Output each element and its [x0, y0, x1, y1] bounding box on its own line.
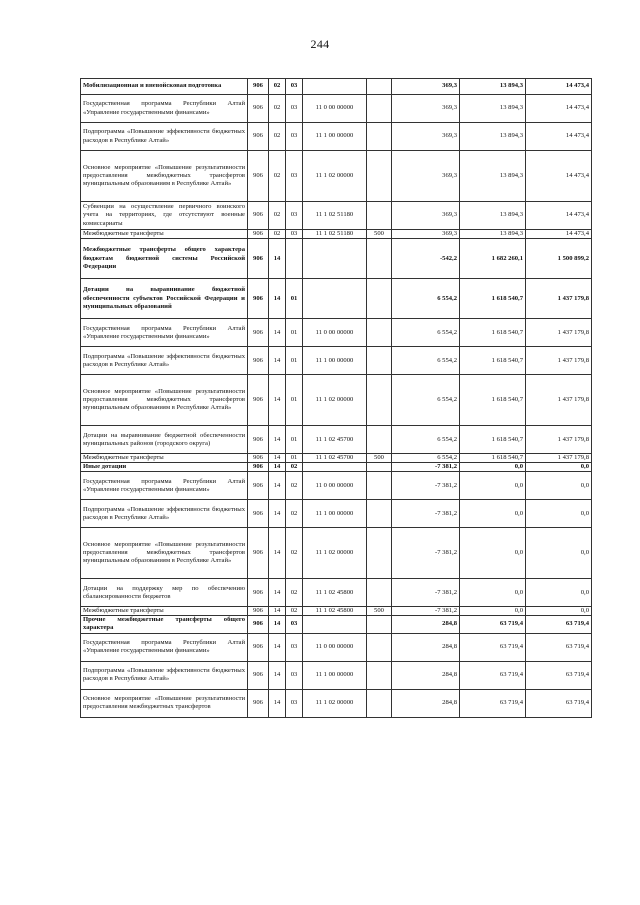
table-row [81, 500, 592, 528]
ministry-code-cell: 906 [248, 454, 269, 463]
amount-change-cell: 6 554,2 [392, 319, 460, 347]
table-row [81, 528, 592, 579]
table-row [81, 319, 592, 347]
section-code-cell: 14 [269, 661, 286, 689]
subsection-code-cell: 01 [286, 347, 303, 375]
amount-year3-cell: 14 473,4 [526, 230, 592, 239]
section-code-cell: 14 [269, 279, 286, 319]
amount-year2-cell: 0,0 [460, 500, 526, 528]
table-row [81, 123, 592, 151]
section-code-cell: 14 [269, 472, 286, 500]
amount-change-cell: 369,3 [392, 202, 460, 230]
target-code-cell: 11 0 00 00000 [303, 633, 367, 661]
table-row [81, 151, 592, 202]
amount-year3-cell: 1 437 179,8 [526, 375, 592, 426]
target-code-cell: 11 1 00 00000 [303, 347, 367, 375]
amount-change-cell: 6 554,2 [392, 375, 460, 426]
table-row [81, 472, 592, 500]
budget-table [80, 78, 592, 718]
expense-type-cell [367, 123, 392, 151]
expense-type-cell [367, 95, 392, 123]
subsection-code-cell: 01 [286, 426, 303, 454]
section-code-cell: 14 [269, 616, 286, 633]
subsection-code-cell: 01 [286, 319, 303, 347]
expense-type-cell [367, 375, 392, 426]
expense-type-cell [367, 151, 392, 202]
expense-type-cell [367, 579, 392, 607]
subsection-code-cell: 03 [286, 79, 303, 95]
subsection-code-cell: 03 [286, 123, 303, 151]
target-code-cell [303, 239, 367, 279]
section-code-cell: 02 [269, 79, 286, 95]
amount-year2-cell: 13 894,3 [460, 230, 526, 239]
ministry-code-cell: 906 [248, 95, 269, 123]
section-code-cell: 14 [269, 239, 286, 279]
row-name-cell: Основное мероприятие «Повышение результативности предоставления межбюджетных трансфертов [81, 689, 248, 717]
row-name-cell: Дотации на выравнивание бюджетной обеспеченности муниципальных районов (городского округа) [81, 426, 248, 454]
page-number: 244 [310, 37, 330, 51]
target-code-cell: 11 1 00 00000 [303, 661, 367, 689]
expense-type-cell [367, 689, 392, 717]
table-body [81, 79, 592, 718]
amount-change-cell: -7 381,2 [392, 472, 460, 500]
amount-year2-cell: 13 894,3 [460, 123, 526, 151]
subsection-code-cell: 01 [286, 375, 303, 426]
section-code-cell: 14 [269, 579, 286, 607]
amount-change-cell: -7 381,2 [392, 607, 460, 616]
expense-type-cell [367, 528, 392, 579]
target-code-cell: 11 1 02 45800 [303, 607, 367, 616]
ministry-code-cell: 906 [248, 151, 269, 202]
row-name-cell: Прочие межбюджетные трансферты общего характера [81, 616, 248, 633]
ministry-code-cell: 906 [248, 607, 269, 616]
target-code-cell: 11 0 00 00000 [303, 472, 367, 500]
amount-year3-cell: 63 719,4 [526, 689, 592, 717]
table-row [81, 579, 592, 607]
amount-year2-cell: 13 894,3 [460, 79, 526, 95]
amount-change-cell: 6 554,2 [392, 426, 460, 454]
amount-change-cell: 369,3 [392, 230, 460, 239]
amount-year3-cell: 14 473,4 [526, 95, 592, 123]
amount-year2-cell: 1 618 540,7 [460, 454, 526, 463]
row-name-cell: Основное мероприятие «Повышение результативности предоставления межбюджетных трансфертов муниципальным образованиям в Республике Алтай» [81, 528, 248, 579]
expense-type-cell [367, 472, 392, 500]
ministry-code-cell: 906 [248, 616, 269, 633]
amount-year3-cell: 14 473,4 [526, 79, 592, 95]
subsection-code-cell: 03 [286, 202, 303, 230]
section-code-cell: 14 [269, 463, 286, 472]
amount-year3-cell: 0,0 [526, 463, 592, 472]
amount-year3-cell: 1 437 179,8 [526, 454, 592, 463]
table-row [81, 239, 592, 279]
amount-year2-cell: 1 618 540,7 [460, 375, 526, 426]
table-row [81, 375, 592, 426]
amount-change-cell: 284,8 [392, 633, 460, 661]
expense-type-cell [367, 239, 392, 279]
section-code-cell: 14 [269, 528, 286, 579]
amount-year3-cell: 14 473,4 [526, 123, 592, 151]
row-name-cell: Основное мероприятие «Повышение результативности предоставления межбюджетных трансфертов муниципальным образованиям в Республике Алтай» [81, 375, 248, 426]
amount-year3-cell: 0,0 [526, 607, 592, 616]
expense-type-cell [367, 79, 392, 95]
table-row [81, 661, 592, 689]
amount-year3-cell: 1 500 899,2 [526, 239, 592, 279]
amount-change-cell: 6 554,2 [392, 454, 460, 463]
ministry-code-cell: 906 [248, 472, 269, 500]
subsection-code-cell: 03 [286, 230, 303, 239]
amount-year2-cell: 63 719,4 [460, 689, 526, 717]
ministry-code-cell: 906 [248, 579, 269, 607]
section-code-cell: 02 [269, 230, 286, 239]
ministry-code-cell: 906 [248, 123, 269, 151]
row-name-cell: Субвенции на осуществление первичного воинского учета на территориях, где отсутствуют военные комиссариаты [81, 202, 248, 230]
table-row [81, 689, 592, 717]
section-code-cell: 14 [269, 347, 286, 375]
amount-year2-cell: 1 618 540,7 [460, 319, 526, 347]
ministry-code-cell: 906 [248, 633, 269, 661]
amount-year3-cell: 63 719,4 [526, 661, 592, 689]
amount-year3-cell: 63 719,4 [526, 633, 592, 661]
amount-year2-cell: 0,0 [460, 579, 526, 607]
table-row [81, 230, 592, 239]
ministry-code-cell: 906 [248, 239, 269, 279]
target-code-cell [303, 79, 367, 95]
target-code-cell: 11 1 02 00000 [303, 375, 367, 426]
table-row [81, 347, 592, 375]
amount-year2-cell: 0,0 [460, 607, 526, 616]
amount-change-cell: 284,8 [392, 616, 460, 633]
amount-change-cell: 369,3 [392, 79, 460, 95]
target-code-cell: 11 1 02 45700 [303, 426, 367, 454]
section-code-cell: 02 [269, 95, 286, 123]
table-row [81, 616, 592, 633]
subsection-code-cell: 03 [286, 151, 303, 202]
target-code-cell [303, 279, 367, 319]
amount-year2-cell: 63 719,4 [460, 661, 526, 689]
subsection-code-cell: 01 [286, 279, 303, 319]
section-code-cell: 02 [269, 202, 286, 230]
subsection-code-cell: 01 [286, 454, 303, 463]
ministry-code-cell: 906 [248, 375, 269, 426]
target-code-cell [303, 463, 367, 472]
section-code-cell: 14 [269, 426, 286, 454]
expense-type-cell [367, 202, 392, 230]
subsection-code-cell: 02 [286, 528, 303, 579]
amount-year2-cell: 1 618 540,7 [460, 426, 526, 454]
ministry-code-cell: 906 [248, 689, 269, 717]
row-name-cell: Государственная программа Республики Алтай «Управление государственными финансами» [81, 472, 248, 500]
row-name-cell: Дотации на поддержку мер по обеспечению сбалансированности бюджетов [81, 579, 248, 607]
row-name-cell: Межбюджетные трансферты [81, 454, 248, 463]
section-code-cell: 02 [269, 151, 286, 202]
table-row [81, 426, 592, 454]
section-code-cell: 14 [269, 454, 286, 463]
amount-year2-cell: 13 894,3 [460, 95, 526, 123]
subsection-code-cell: 03 [286, 689, 303, 717]
table-row [81, 279, 592, 319]
target-code-cell: 11 1 02 45800 [303, 579, 367, 607]
ministry-code-cell: 906 [248, 319, 269, 347]
ministry-code-cell: 906 [248, 528, 269, 579]
target-code-cell: 11 1 02 45700 [303, 454, 367, 463]
expense-type-cell [367, 319, 392, 347]
amount-year2-cell: 1 682 260,1 [460, 239, 526, 279]
expense-type-cell: 500 [367, 454, 392, 463]
amount-change-cell: 284,8 [392, 661, 460, 689]
amount-year2-cell: 63 719,4 [460, 616, 526, 633]
amount-change-cell: 6 554,2 [392, 347, 460, 375]
subsection-code-cell [286, 239, 303, 279]
subsection-code-cell: 02 [286, 607, 303, 616]
amount-change-cell: -542,2 [392, 239, 460, 279]
amount-year2-cell: 0,0 [460, 472, 526, 500]
ministry-code-cell: 906 [248, 79, 269, 95]
row-name-cell: Мобилизационная и вневойсковая подготовка [81, 79, 248, 95]
table-row [81, 607, 592, 616]
target-code-cell: 11 1 02 00000 [303, 689, 367, 717]
row-name-cell: Межбюджетные трансферты [81, 607, 248, 616]
amount-year3-cell: 14 473,4 [526, 202, 592, 230]
expense-type-cell [367, 633, 392, 661]
amount-year3-cell: 1 437 179,8 [526, 319, 592, 347]
target-code-cell: 11 1 02 00000 [303, 151, 367, 202]
row-name-cell: Межбюджетные трансферты [81, 230, 248, 239]
amount-year3-cell: 0,0 [526, 472, 592, 500]
amount-year2-cell: 0,0 [460, 528, 526, 579]
amount-year2-cell: 1 618 540,7 [460, 347, 526, 375]
expense-type-cell [367, 616, 392, 633]
amount-change-cell: 284,8 [392, 689, 460, 717]
amount-year2-cell: 0,0 [460, 463, 526, 472]
expense-type-cell [367, 426, 392, 454]
row-name-cell: Государственная программа Республики Алтай «Управление государственными финансами» [81, 319, 248, 347]
row-name-cell: Государственная программа Республики Алтай «Управление государственными финансами» [81, 633, 248, 661]
amount-year2-cell: 13 894,3 [460, 202, 526, 230]
target-code-cell: 11 0 00 00000 [303, 95, 367, 123]
ministry-code-cell: 906 [248, 230, 269, 239]
subsection-code-cell: 03 [286, 661, 303, 689]
row-name-cell: Иные дотации [81, 463, 248, 472]
subsection-code-cell: 02 [286, 500, 303, 528]
amount-year2-cell: 63 719,4 [460, 633, 526, 661]
amount-change-cell: 369,3 [392, 123, 460, 151]
subsection-code-cell: 03 [286, 633, 303, 661]
amount-year3-cell: 1 437 179,8 [526, 426, 592, 454]
amount-change-cell: -7 381,2 [392, 579, 460, 607]
target-code-cell: 11 1 02 51180 [303, 202, 367, 230]
row-name-cell: Подпрограмма «Повышение эффективности бюджетных расходов в Республике Алтай» [81, 661, 248, 689]
target-code-cell: 11 1 00 00000 [303, 123, 367, 151]
section-code-cell: 14 [269, 607, 286, 616]
section-code-cell: 14 [269, 689, 286, 717]
expense-type-cell: 500 [367, 230, 392, 239]
subsection-code-cell: 02 [286, 472, 303, 500]
target-code-cell: 11 1 00 00000 [303, 500, 367, 528]
amount-change-cell: 369,3 [392, 151, 460, 202]
expense-type-cell [367, 661, 392, 689]
section-code-cell: 02 [269, 123, 286, 151]
section-code-cell: 14 [269, 633, 286, 661]
row-name-cell: Государственная программа Республики Алтай «Управление государственными финансами» [81, 95, 248, 123]
amount-year3-cell: 0,0 [526, 528, 592, 579]
ministry-code-cell: 906 [248, 279, 269, 319]
amount-year3-cell: 0,0 [526, 500, 592, 528]
amount-change-cell: -7 381,2 [392, 528, 460, 579]
expense-type-cell: 500 [367, 607, 392, 616]
row-name-cell: Подпрограмма «Повышение эффективности бюджетных расходов в Республике Алтай» [81, 347, 248, 375]
amount-year2-cell: 13 894,3 [460, 151, 526, 202]
target-code-cell: 11 1 02 51180 [303, 230, 367, 239]
amount-change-cell: 369,3 [392, 95, 460, 123]
amount-change-cell: -7 381,2 [392, 500, 460, 528]
table-row [81, 454, 592, 463]
subsection-code-cell: 02 [286, 463, 303, 472]
row-name-cell: Межбюджетные трансферты общего характера бюджетам бюджетной системы Российской Федерации [81, 239, 248, 279]
subsection-code-cell: 03 [286, 616, 303, 633]
expense-type-cell [367, 463, 392, 472]
ministry-code-cell: 906 [248, 463, 269, 472]
target-code-cell: 11 0 00 00000 [303, 319, 367, 347]
section-code-cell: 14 [269, 375, 286, 426]
table-row [81, 463, 592, 472]
expense-type-cell [367, 500, 392, 528]
ministry-code-cell: 906 [248, 661, 269, 689]
target-code-cell: 11 1 02 00000 [303, 528, 367, 579]
expense-type-cell [367, 347, 392, 375]
ministry-code-cell: 906 [248, 426, 269, 454]
table-row [81, 633, 592, 661]
amount-change-cell: 6 554,2 [392, 279, 460, 319]
row-name-cell: Основное мероприятие «Повышение результативности предоставления межбюджетных трансфертов муниципальным образованиям в Республике Алтай» [81, 151, 248, 202]
amount-year3-cell: 1 437 179,8 [526, 347, 592, 375]
section-code-cell: 14 [269, 500, 286, 528]
amount-year3-cell: 14 473,4 [526, 151, 592, 202]
row-name-cell: Подпрограмма «Повышение эффективности бюджетных расходов в Республике Алтай» [81, 500, 248, 528]
amount-year3-cell: 0,0 [526, 579, 592, 607]
subsection-code-cell: 03 [286, 95, 303, 123]
amount-year3-cell: 1 437 179,8 [526, 279, 592, 319]
section-code-cell: 14 [269, 319, 286, 347]
table-row [81, 79, 592, 95]
amount-year3-cell: 63 719,4 [526, 616, 592, 633]
table-row [81, 95, 592, 123]
expense-type-cell [367, 279, 392, 319]
row-name-cell: Подпрограмма «Повышение эффективности бюджетных расходов в Республике Алтай» [81, 123, 248, 151]
amount-change-cell: -7 381,2 [392, 463, 460, 472]
table-row [81, 202, 592, 230]
row-name-cell: Дотации на выравнивание бюджетной обеспеченности субъектов Российской Федерации и муниципальных образований [81, 279, 248, 319]
target-code-cell [303, 616, 367, 633]
amount-year2-cell: 1 618 540,7 [460, 279, 526, 319]
ministry-code-cell: 906 [248, 500, 269, 528]
ministry-code-cell: 906 [248, 202, 269, 230]
ministry-code-cell: 906 [248, 347, 269, 375]
subsection-code-cell: 02 [286, 579, 303, 607]
